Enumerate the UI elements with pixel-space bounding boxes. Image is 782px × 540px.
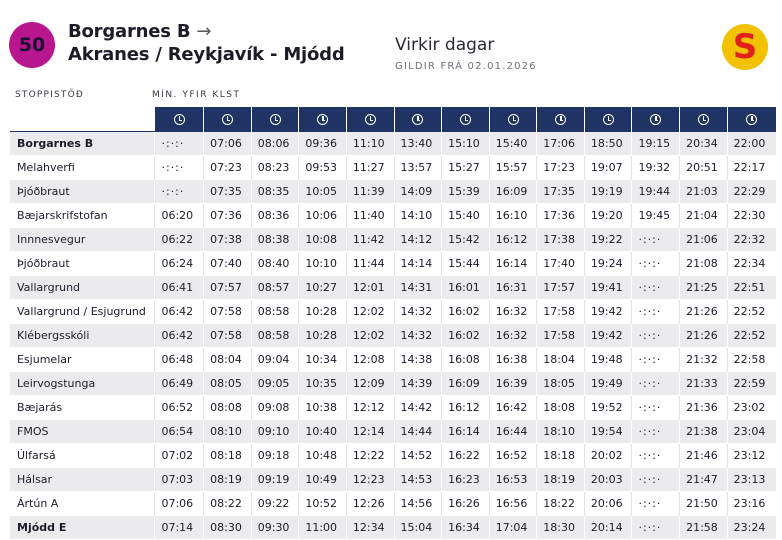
stop-name: Ártún A [10, 492, 155, 516]
departure-time: 06:41 [155, 276, 204, 300]
service-days: Virkir dagar [395, 35, 495, 55]
no-departure: ·:·:· [632, 252, 680, 276]
departure-time: 15:40 [442, 204, 490, 228]
departure-time: 19:54 [584, 420, 632, 444]
stop-name: Vallargrund / Esjugrund [10, 300, 155, 324]
logo-letter: S [732, 27, 758, 67]
departure-time: 16:10 [489, 204, 537, 228]
departure-time: 17:35 [537, 180, 585, 204]
stop-name: Bæjarskrifstofan [10, 204, 155, 228]
no-departure: ·:·:· [632, 468, 680, 492]
departure-time: 08:22 [204, 492, 252, 516]
departure-time: 10:27 [299, 276, 347, 300]
departure-time: 07:35 [204, 180, 252, 204]
departure-time: 14:52 [394, 444, 442, 468]
route-number-badge: 50 [9, 22, 55, 68]
stop-name: FMOS [10, 420, 155, 444]
table-row [10, 180, 776, 204]
clock-icon [508, 114, 519, 125]
no-departure: ·:·:· [632, 516, 680, 540]
departure-time: 19:22 [584, 228, 632, 252]
departure-time: 16:32 [489, 324, 537, 348]
no-departure: ·:·:· [155, 180, 204, 204]
departure-time: 15:40 [489, 132, 537, 156]
departure-time: 16:22 [442, 444, 490, 468]
departure-time: 19:45 [632, 204, 680, 228]
departure-time: 12:01 [346, 276, 394, 300]
departure-time: 16:52 [489, 444, 537, 468]
departure-time: 14:38 [394, 348, 442, 372]
departure-time: 08:58 [251, 324, 299, 348]
departure-time: 08:18 [204, 444, 252, 468]
departure-time: 12:14 [346, 420, 394, 444]
departure-time: 08:08 [204, 396, 252, 420]
departure-time: 20:51 [680, 156, 728, 180]
departure-time: 14:10 [394, 204, 442, 228]
departure-column-header [632, 107, 680, 132]
departure-time: 19:07 [584, 156, 632, 180]
departure-time: 06:49 [155, 372, 204, 396]
departure-time: 11:42 [346, 228, 394, 252]
departure-time: 12:08 [346, 348, 394, 372]
departure-time: 10:10 [299, 252, 347, 276]
departure-time: 14:31 [394, 276, 442, 300]
departure-time: 08:23 [251, 156, 299, 180]
departure-time: 11:40 [346, 204, 394, 228]
departure-time: 10:28 [299, 300, 347, 324]
timetable [10, 107, 776, 540]
departure-time: 16:32 [489, 300, 537, 324]
departure-time: 08:58 [251, 300, 299, 324]
departure-time: 16:08 [442, 348, 490, 372]
departure-time: 14:32 [394, 324, 442, 348]
table-row [10, 156, 776, 180]
departure-time: 08:05 [204, 372, 252, 396]
departure-time: 09:22 [251, 492, 299, 516]
departure-time: 19:42 [584, 324, 632, 348]
departure-time: 19:32 [632, 156, 680, 180]
departure-time: 12:26 [346, 492, 394, 516]
departure-time: 14:39 [394, 372, 442, 396]
table-row [10, 204, 776, 228]
departure-time: 07:03 [155, 468, 204, 492]
stop-name: Þjóðbraut [10, 180, 155, 204]
departure-time: 10:48 [299, 444, 347, 468]
departure-time: 09:36 [299, 132, 347, 156]
departure-time: 23:02 [727, 396, 776, 420]
clock-icon [365, 114, 376, 125]
departure-time: 20:14 [584, 516, 632, 540]
stop-name: Innnesvegur [10, 228, 155, 252]
departure-time: 16:34 [442, 516, 490, 540]
departure-time: 09:53 [299, 156, 347, 180]
departure-time: 11:00 [299, 516, 347, 540]
departure-time: 10:08 [299, 228, 347, 252]
departure-time: 17:06 [537, 132, 585, 156]
departure-time: 21:26 [680, 300, 728, 324]
stop-name: Bæjarás [10, 396, 155, 420]
departure-time: 06:42 [155, 324, 204, 348]
departure-time: 12:12 [346, 396, 394, 420]
departure-time: 09:18 [251, 444, 299, 468]
clock-icon [460, 114, 471, 125]
departure-time: 15:10 [442, 132, 490, 156]
departure-time: 14:12 [394, 228, 442, 252]
departure-time: 08:57 [251, 276, 299, 300]
departure-column-header [204, 107, 252, 132]
departure-time: 21:25 [680, 276, 728, 300]
departure-time: 09:19 [251, 468, 299, 492]
departure-column-header [584, 107, 632, 132]
departure-time: 10:28 [299, 324, 347, 348]
departure-column-header [489, 107, 537, 132]
departure-time: 21:38 [680, 420, 728, 444]
clock-icon [603, 114, 614, 125]
departure-time: 07:58 [204, 324, 252, 348]
table-row [10, 420, 776, 444]
departure-column-header [251, 107, 299, 132]
departure-time: 10:52 [299, 492, 347, 516]
departure-time: 21:47 [680, 468, 728, 492]
no-departure: ·:·:· [632, 420, 680, 444]
table-row [10, 300, 776, 324]
departure-time: 14:44 [394, 420, 442, 444]
departure-time: 06:20 [155, 204, 204, 228]
departure-time: 11:39 [346, 180, 394, 204]
table-row [10, 324, 776, 348]
departure-time: 16:26 [442, 492, 490, 516]
departure-time: 16:01 [442, 276, 490, 300]
departure-time: 21:32 [680, 348, 728, 372]
departure-time: 13:40 [394, 132, 442, 156]
departure-time: 22:59 [727, 372, 776, 396]
departure-time: 19:24 [584, 252, 632, 276]
departure-time: 22:52 [727, 324, 776, 348]
valid-from: GILDIR FRÁ 02.01.2026 [395, 61, 537, 72]
departure-time: 18:22 [537, 492, 585, 516]
departure-time: 15:57 [489, 156, 537, 180]
departure-time: 20:34 [680, 132, 728, 156]
no-departure: ·:·:· [155, 132, 204, 156]
departure-time: 16:23 [442, 468, 490, 492]
departure-time: 23:16 [727, 492, 776, 516]
stop-name: Þjóðbraut [10, 252, 155, 276]
departure-time: 12:02 [346, 324, 394, 348]
departure-time: 08:40 [251, 252, 299, 276]
departure-time: 06:54 [155, 420, 204, 444]
departure-time: 11:44 [346, 252, 394, 276]
departure-time: 16:12 [442, 396, 490, 420]
departure-time: 07:06 [204, 132, 252, 156]
departure-time: 15:44 [442, 252, 490, 276]
departure-time: 07:06 [155, 492, 204, 516]
no-departure: ·:·:· [632, 228, 680, 252]
stop-name: Klébergsskóli [10, 324, 155, 348]
departure-time: 09:30 [251, 516, 299, 540]
clock-icon [270, 114, 281, 125]
stops-header-cell [10, 107, 155, 132]
departure-time: 16:31 [489, 276, 537, 300]
table-row [10, 372, 776, 396]
departure-time: 09:10 [251, 420, 299, 444]
departure-time: 07:23 [204, 156, 252, 180]
departure-column-header [346, 107, 394, 132]
departure-time: 08:38 [251, 228, 299, 252]
departure-time: 22:00 [727, 132, 776, 156]
departure-time: 21:03 [680, 180, 728, 204]
departure-time: 12:09 [346, 372, 394, 396]
departure-time: 16:56 [489, 492, 537, 516]
departure-time: 21:58 [680, 516, 728, 540]
departure-time: 14:09 [394, 180, 442, 204]
departure-time: 08:30 [204, 516, 252, 540]
clock-icon [222, 114, 233, 125]
departure-time: 18:10 [537, 420, 585, 444]
no-departure: ·:·:· [155, 156, 204, 180]
table-row [10, 252, 776, 276]
minutes-column-header: MÍN. YFIR KLST [152, 90, 241, 100]
no-departure: ·:·:· [632, 444, 680, 468]
departure-time: 15:04 [394, 516, 442, 540]
departure-time: 12:23 [346, 468, 394, 492]
departure-time: 23:24 [727, 516, 776, 540]
departure-time: 22:34 [727, 252, 776, 276]
departure-time: 19:19 [584, 180, 632, 204]
departure-time: 12:02 [346, 300, 394, 324]
departure-time: 19:42 [584, 300, 632, 324]
departure-time: 08:35 [251, 180, 299, 204]
stop-name: Mjódd E [10, 516, 155, 540]
departure-time: 07:57 [204, 276, 252, 300]
stop-name: Melahverfi [10, 156, 155, 180]
clock-icon [412, 114, 423, 125]
departure-time: 18:19 [537, 468, 585, 492]
departure-time: 21:06 [680, 228, 728, 252]
departure-time: 10:06 [299, 204, 347, 228]
departure-time: 23:04 [727, 420, 776, 444]
departure-time: 09:04 [251, 348, 299, 372]
table-row [10, 276, 776, 300]
departure-time: 19:52 [584, 396, 632, 420]
departure-time: 20:03 [584, 468, 632, 492]
departure-column-header [394, 107, 442, 132]
departure-time: 18:08 [537, 396, 585, 420]
departure-time: 13:57 [394, 156, 442, 180]
no-departure: ·:·:· [632, 324, 680, 348]
departure-time: 22:52 [727, 300, 776, 324]
clock-icon [317, 114, 328, 125]
departure-time: 21:46 [680, 444, 728, 468]
departure-time: 11:10 [346, 132, 394, 156]
departure-time: 23:12 [727, 444, 776, 468]
departure-time: 07:58 [204, 300, 252, 324]
departure-time: 10:35 [299, 372, 347, 396]
departure-time: 14:32 [394, 300, 442, 324]
departure-time: 07:02 [155, 444, 204, 468]
stop-name: Hálsar [10, 468, 155, 492]
departure-time: 18:30 [537, 516, 585, 540]
departure-time: 08:06 [251, 132, 299, 156]
departure-time: 16:39 [489, 372, 537, 396]
departure-time: 08:04 [204, 348, 252, 372]
departure-time: 21:08 [680, 252, 728, 276]
departure-time: 20:02 [584, 444, 632, 468]
no-departure: ·:·:· [632, 348, 680, 372]
departure-time: 14:42 [394, 396, 442, 420]
departure-time: 17:57 [537, 276, 585, 300]
clock-icon [698, 114, 709, 125]
departure-time: 14:53 [394, 468, 442, 492]
departure-time: 16:09 [442, 372, 490, 396]
departure-time: 19:48 [584, 348, 632, 372]
no-departure: ·:·:· [632, 396, 680, 420]
departure-time: 14:14 [394, 252, 442, 276]
departure-time: 18:18 [537, 444, 585, 468]
stop-name: Úlfarsá [10, 444, 155, 468]
stops-column-header: STOPPISTÖÐ [15, 90, 85, 100]
departure-time: 19:15 [632, 132, 680, 156]
departure-time: 17:04 [489, 516, 537, 540]
departure-time: 21:36 [680, 396, 728, 420]
departure-time: 12:22 [346, 444, 394, 468]
clock-icon [650, 114, 661, 125]
departure-time: 08:36 [251, 204, 299, 228]
clock-icon [746, 114, 757, 125]
departure-time: 07:38 [204, 228, 252, 252]
clock-icon [555, 114, 566, 125]
departure-time: 06:24 [155, 252, 204, 276]
departure-time: 16:02 [442, 300, 490, 324]
departure-time: 17:23 [537, 156, 585, 180]
stop-name: Vallargrund [10, 276, 155, 300]
no-departure: ·:·:· [632, 372, 680, 396]
departure-time: 18:50 [584, 132, 632, 156]
departure-time: 20:06 [584, 492, 632, 516]
departure-time: 22:30 [727, 204, 776, 228]
departure-time: 21:04 [680, 204, 728, 228]
no-departure: ·:·:· [632, 276, 680, 300]
departure-time: 17:40 [537, 252, 585, 276]
departure-column-header [680, 107, 728, 132]
departure-time: 06:22 [155, 228, 204, 252]
departure-time: 16:14 [489, 252, 537, 276]
departure-time: 22:29 [727, 180, 776, 204]
departure-time: 07:14 [155, 516, 204, 540]
departure-time: 06:48 [155, 348, 204, 372]
departure-column-header [442, 107, 490, 132]
stop-name: Leirvogstunga [10, 372, 155, 396]
departure-time: 09:08 [251, 396, 299, 420]
departure-time: 10:05 [299, 180, 347, 204]
departure-time: 08:19 [204, 468, 252, 492]
table-row [10, 492, 776, 516]
departure-time: 14:56 [394, 492, 442, 516]
departure-time: 15:27 [442, 156, 490, 180]
departure-time: 19:20 [584, 204, 632, 228]
departure-time: 08:10 [204, 420, 252, 444]
departure-time: 21:33 [680, 372, 728, 396]
departure-time: 07:36 [204, 204, 252, 228]
route-origin: Borgarnes B [68, 21, 191, 42]
departure-time: 18:05 [537, 372, 585, 396]
departure-time: 21:50 [680, 492, 728, 516]
departure-column-header [299, 107, 347, 132]
departure-time: 16:38 [489, 348, 537, 372]
departure-time: 12:34 [346, 516, 394, 540]
operator-logo [722, 24, 768, 70]
departure-time: 22:32 [727, 228, 776, 252]
table-row [10, 228, 776, 252]
departure-time: 11:27 [346, 156, 394, 180]
departure-column-header [537, 107, 585, 132]
departure-time: 10:38 [299, 396, 347, 420]
departure-time: 09:05 [251, 372, 299, 396]
departure-time: 23:13 [727, 468, 776, 492]
departure-time: 15:39 [442, 180, 490, 204]
departure-time: 22:17 [727, 156, 776, 180]
departure-time: 19:41 [584, 276, 632, 300]
route-destination: Akranes / Reykjavík - Mjódd [68, 44, 345, 65]
clock-icon [174, 114, 185, 125]
departure-column-header [155, 107, 204, 132]
departure-time: 17:36 [537, 204, 585, 228]
table-row [10, 132, 776, 156]
departure-time: 16:09 [489, 180, 537, 204]
no-departure: ·:·:· [632, 300, 680, 324]
departure-time: 10:49 [299, 468, 347, 492]
arrow-right-icon: → [196, 21, 212, 42]
no-departure: ·:·:· [632, 492, 680, 516]
departure-time: 06:42 [155, 300, 204, 324]
departure-time: 16:02 [442, 324, 490, 348]
departure-time: 19:44 [632, 180, 680, 204]
table-row [10, 348, 776, 372]
stop-name: Esjumelar [10, 348, 155, 372]
route-origin-title [68, 21, 211, 42]
departure-time: 16:12 [489, 228, 537, 252]
departure-time: 22:58 [727, 348, 776, 372]
departure-time: 22:51 [727, 276, 776, 300]
departure-time: 17:38 [537, 228, 585, 252]
departure-time: 18:04 [537, 348, 585, 372]
departure-time: 17:58 [537, 300, 585, 324]
departure-time: 16:42 [489, 396, 537, 420]
stop-name: Borgarnes B [10, 132, 155, 156]
departure-time: 10:40 [299, 420, 347, 444]
departure-column-header [727, 107, 776, 132]
departure-time: 16:44 [489, 420, 537, 444]
table-row [10, 468, 776, 492]
departure-time: 07:40 [204, 252, 252, 276]
departure-time: 21:26 [680, 324, 728, 348]
departure-time: 10:34 [299, 348, 347, 372]
departure-time: 16:53 [489, 468, 537, 492]
table-row [10, 444, 776, 468]
departure-time: 06:52 [155, 396, 204, 420]
departure-time: 17:58 [537, 324, 585, 348]
departure-time: 15:42 [442, 228, 490, 252]
departure-time: 19:49 [584, 372, 632, 396]
departure-time: 16:14 [442, 420, 490, 444]
table-row [10, 396, 776, 420]
